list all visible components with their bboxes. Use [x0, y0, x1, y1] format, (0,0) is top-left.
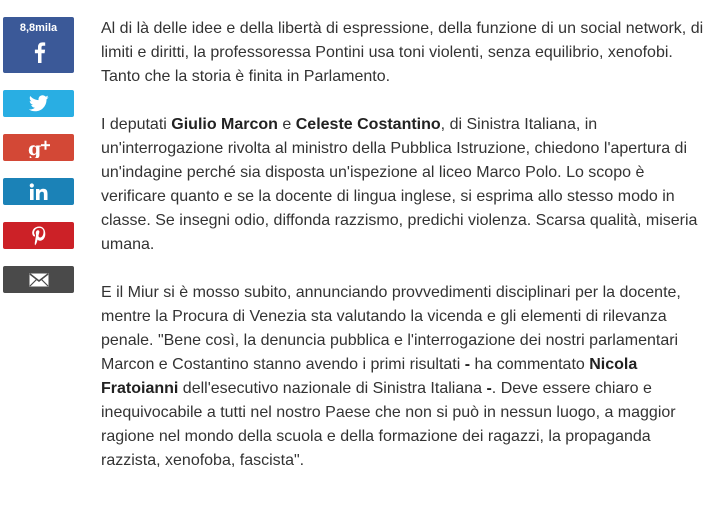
article-body — [101, 17, 707, 497]
email-share-button[interactable] — [3, 266, 74, 293]
facebook-share-count: 8,8mila — [19, 22, 58, 34]
text: e — [277, 116, 296, 133]
googleplus-icon — [27, 138, 51, 158]
text: dell'esecutivo nazionale di Sinistra Italiana — [178, 380, 487, 397]
facebook-icon — [3, 39, 74, 70]
text: I deputati — [101, 116, 172, 133]
mail-icon — [29, 273, 49, 287]
article-paragraph-1: Al di là delle idee e della libertà di espressione, della funzione di un social network, di limiti e diritti, la professoressa Pontini usa toni violenti, senza equilibrio, xenofobi. Tanto che la storia è finita in Parlamento. — [101, 20, 704, 85]
linkedin-share-button[interactable] — [3, 178, 74, 205]
text: . Deve essere chiaro e inequivocabile a tutti nel nostro Paese che non si può in nessun luogo, a maggior ragione nel mondo della scuola e della formazione dei ragazzi, la propaganda razzista, xenofoba, fascista". — [101, 380, 676, 469]
bold-dash: - — [486, 380, 492, 397]
googleplus-share-button[interactable] — [3, 134, 74, 161]
person-name-celeste-costantino: Celeste Costantino — [295, 116, 441, 133]
facebook-share-button[interactable] — [3, 17, 74, 73]
text: E il Miur si è mosso subito, annunciando provvedimenti disciplinari per la docente, mentre la Procura di Venezia sta valutando la vicenda e gli elementi di rilevanza penale. "Bene così, la denuncia pubblica e l'interrogazione dei nostri parlamentari Marcon e Costantino stanno avendo i primi risultati — [101, 284, 681, 373]
linkedin-icon — [29, 183, 49, 201]
text: ha commentato — [470, 356, 590, 373]
social-share-bar — [3, 17, 74, 293]
person-name-nicola-fratoianni: Nicola Fratoianni — [101, 356, 638, 397]
bold-dash: - — [464, 356, 471, 373]
text: , di Sinistra Italiana, in un'interrogazione rivolta al ministro della Pubblica Istruzione, chiedono l'apertura di un'indagine perché sia disposta un'ispezione al liceo Marco Polo. Lo scopo è verificare quanto e se la docente di lingua inglese, si esprima allo stesso modo in classe. Se insegni odio, diffonda razzismo, predichi violenza. Scarsa qualità, miseria umana. — [101, 116, 698, 253]
twitter-icon — [29, 95, 49, 112]
person-name-giulio-marcon: Giulio Marcon — [171, 116, 278, 133]
twitter-share-button[interactable] — [3, 90, 74, 117]
svg-text:g: g — [27, 137, 41, 158]
pinterest-icon — [31, 226, 47, 246]
article-paragraph-3 — [101, 281, 707, 473]
article-paragraph-2 — [101, 113, 707, 257]
pinterest-share-button[interactable] — [3, 222, 74, 249]
